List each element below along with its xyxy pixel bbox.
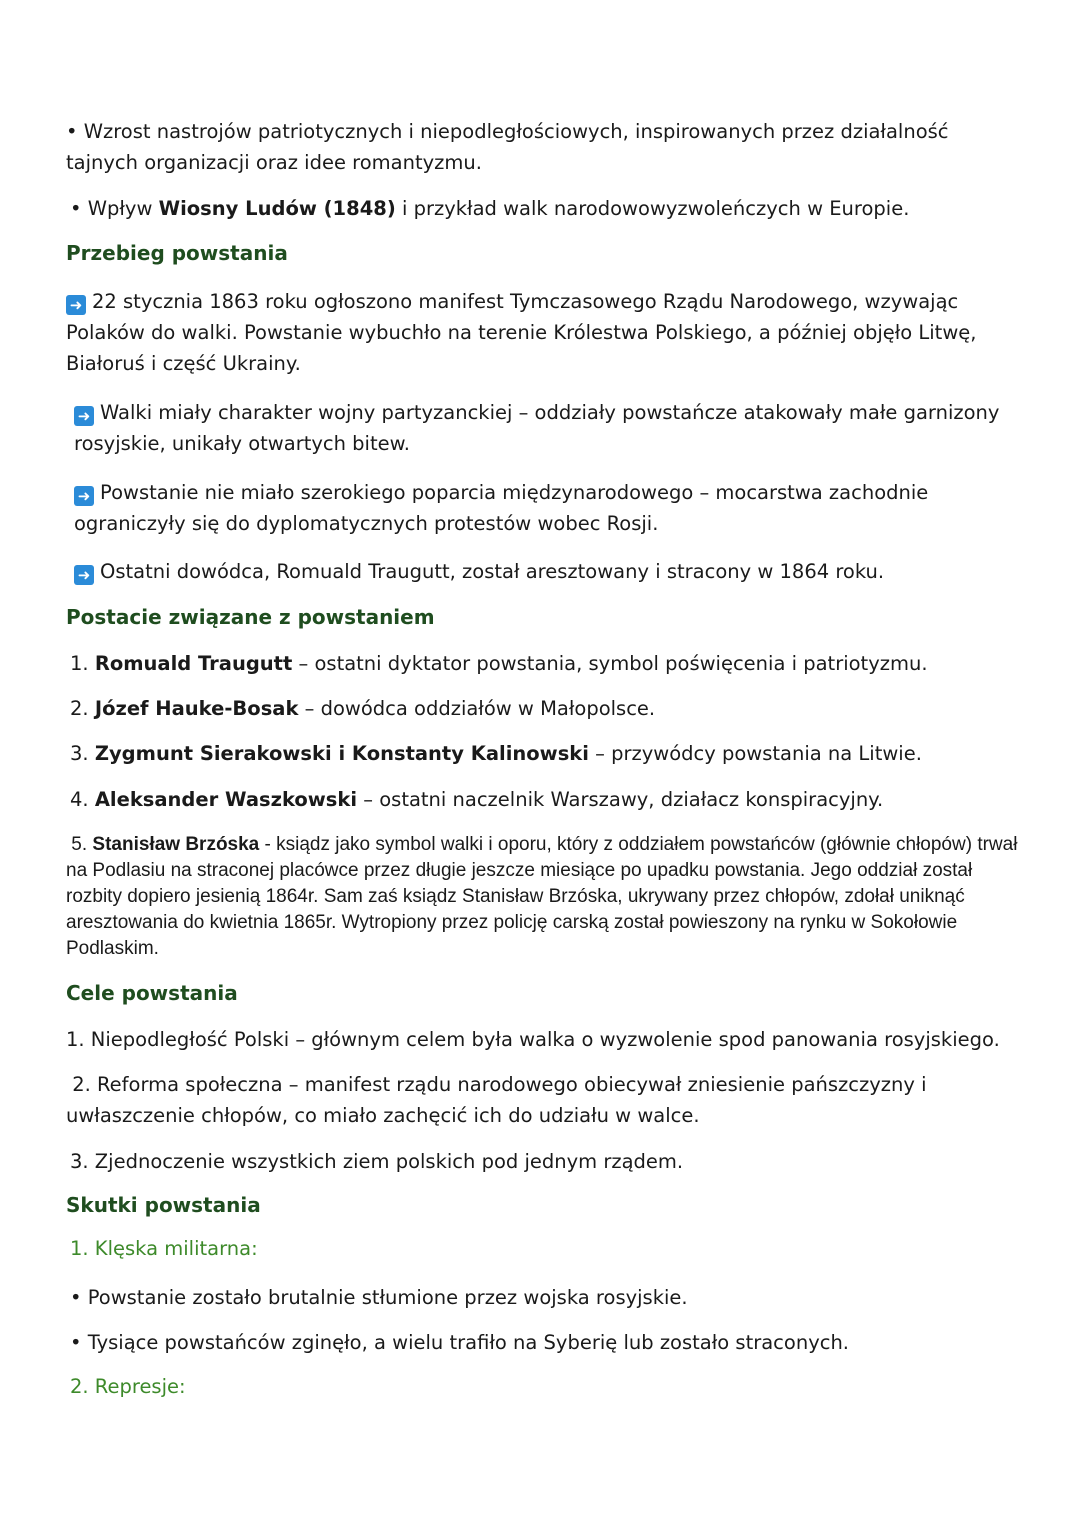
person-desc: – dowódca oddziałów w Małopolsce.	[298, 697, 656, 720]
skutki-bullet-2: • Tysiące powstańców zginęło, a wielu trafiło na Syberię lub zostało straconych.	[70, 1331, 850, 1354]
person-desc: – przywódcy powstania na Litwie.	[588, 742, 922, 765]
person-desc: – ostatni dyktator powstania, symbol poświęcenia i patriotyzmu.	[292, 652, 928, 675]
cele-item-2	[66, 1069, 1026, 1131]
right-arrow-icon: ➜	[74, 406, 94, 426]
right-arrow-icon: ➜	[66, 295, 86, 315]
postac-item-4	[70, 784, 1030, 815]
list-number: 5.	[71, 834, 93, 855]
bullet-bold-text: Wiosny Ludów (1848)	[158, 197, 396, 220]
section-heading-przebieg: Przebieg powstania	[66, 241, 288, 265]
postac-item-2	[70, 693, 1030, 724]
list-number: 4.	[70, 788, 95, 811]
right-arrow-icon: ➜	[74, 565, 94, 585]
bullet-text: • Wpływ	[70, 197, 159, 220]
cele-item-1: 1. Niepodległość Polski – głównym celem była walka o wyzwolenie spod panowania rosyjskiego.	[66, 1028, 1000, 1051]
cele-item-3: 3. Zjednoczenie wszystkich ziem polskich pod jednym rządem.	[70, 1150, 684, 1173]
list-number: 1.	[70, 652, 95, 675]
person-name: Aleksander Waszkowski	[94, 788, 358, 811]
list-number: 3.	[70, 742, 95, 765]
person-desc: - ksiądz jako symbol walki i oporu, który z oddziałem powstańców (głównie chłopów) trwał na Podlasiu na straconej placówce przez długie jeszcze miesiące po upadku powstania. Jego oddział został rozbity dopiero jesienią 1864r. Sam zaś ksiądz Stanisław Brzóska, ukrywany przez chłopów, zdołał uniknąć aresztowania do kwietnia 1865r. Wytropiony przez policję carską został powieszony na rynku w Sokołowie Podlaskim.	[66, 834, 1018, 959]
przebieg-text: 22 stycznia 1863 roku ogłoszono manifest Tymczasowego Rządu Narodowego, wzywając Polaków do walki. Powstanie wybuchło na terenie Królestwa Polskiego, a później objęło Litwę, Białoruś i część Ukrainy.	[66, 290, 977, 375]
postac-item-1	[70, 648, 1030, 679]
przebieg-item-4	[74, 556, 1034, 587]
list-number: 2.	[70, 697, 95, 720]
person-name: Romuald Traugutt	[94, 652, 293, 675]
person-name: Stanisław Brzóska	[92, 834, 260, 855]
przebieg-item-3	[74, 477, 1034, 539]
section-heading-postacie: Postacie związane z powstaniem	[66, 605, 435, 629]
przebieg-text: Ostatni dowódca, Romuald Traugutt, został aresztowany i stracony w 1864 roku.	[100, 560, 885, 583]
postac-item-3	[70, 738, 1030, 769]
skutki-subheading-1: 1. Klęska militarna:	[70, 1237, 258, 1260]
intro-bullet-1: • Wzrost nastrojów patriotycznych i niepodległościowych, inspirowanych przez działalność tajnych organizacji oraz idee romantyzmu.	[66, 120, 949, 174]
skutki-subheading-2: 2. Represje:	[70, 1375, 186, 1398]
cele-text: 2. Reforma społeczna – manifest rządu narodowego obiecywał zniesienie pańszczyzny i uwłaszczenie chłopów, co miało zachęcić ich do udziału w walce.	[66, 1073, 927, 1127]
section-heading-cele: Cele powstania	[66, 981, 238, 1005]
skutki-bullet-1: • Powstanie zostało brutalnie stłumione przez wojska rosyjskie.	[70, 1286, 688, 1309]
postac-item-5	[66, 832, 1026, 962]
przebieg-text: Walki miały charakter wojny partyzanckiej – oddziały powstańcze atakowały małe garnizony rosyjskie, unikały otwartych bitew.	[74, 401, 1000, 455]
bullet-text: i przykład walk narodowowyzwoleńczych w Europie.	[395, 197, 910, 220]
przebieg-item-2	[74, 397, 1034, 459]
person-name: Zygmunt Sierakowski i Konstanty Kalinowski	[94, 742, 589, 765]
przebieg-item-1	[66, 286, 1026, 379]
section-heading-skutki: Skutki powstania	[66, 1193, 261, 1217]
right-arrow-icon: ➜	[74, 486, 94, 506]
przebieg-text: Powstanie nie miało szerokiego poparcia międzynarodowego – mocarstwa zachodnie ograniczyły się do dyplomatycznych protestów wobec Rosji.	[74, 481, 929, 535]
intro-bullet-2	[70, 193, 1030, 224]
person-desc: – ostatni naczelnik Warszawy, działacz konspiracyjny.	[357, 788, 884, 811]
person-name: Józef Hauke-Bosak	[94, 697, 299, 720]
